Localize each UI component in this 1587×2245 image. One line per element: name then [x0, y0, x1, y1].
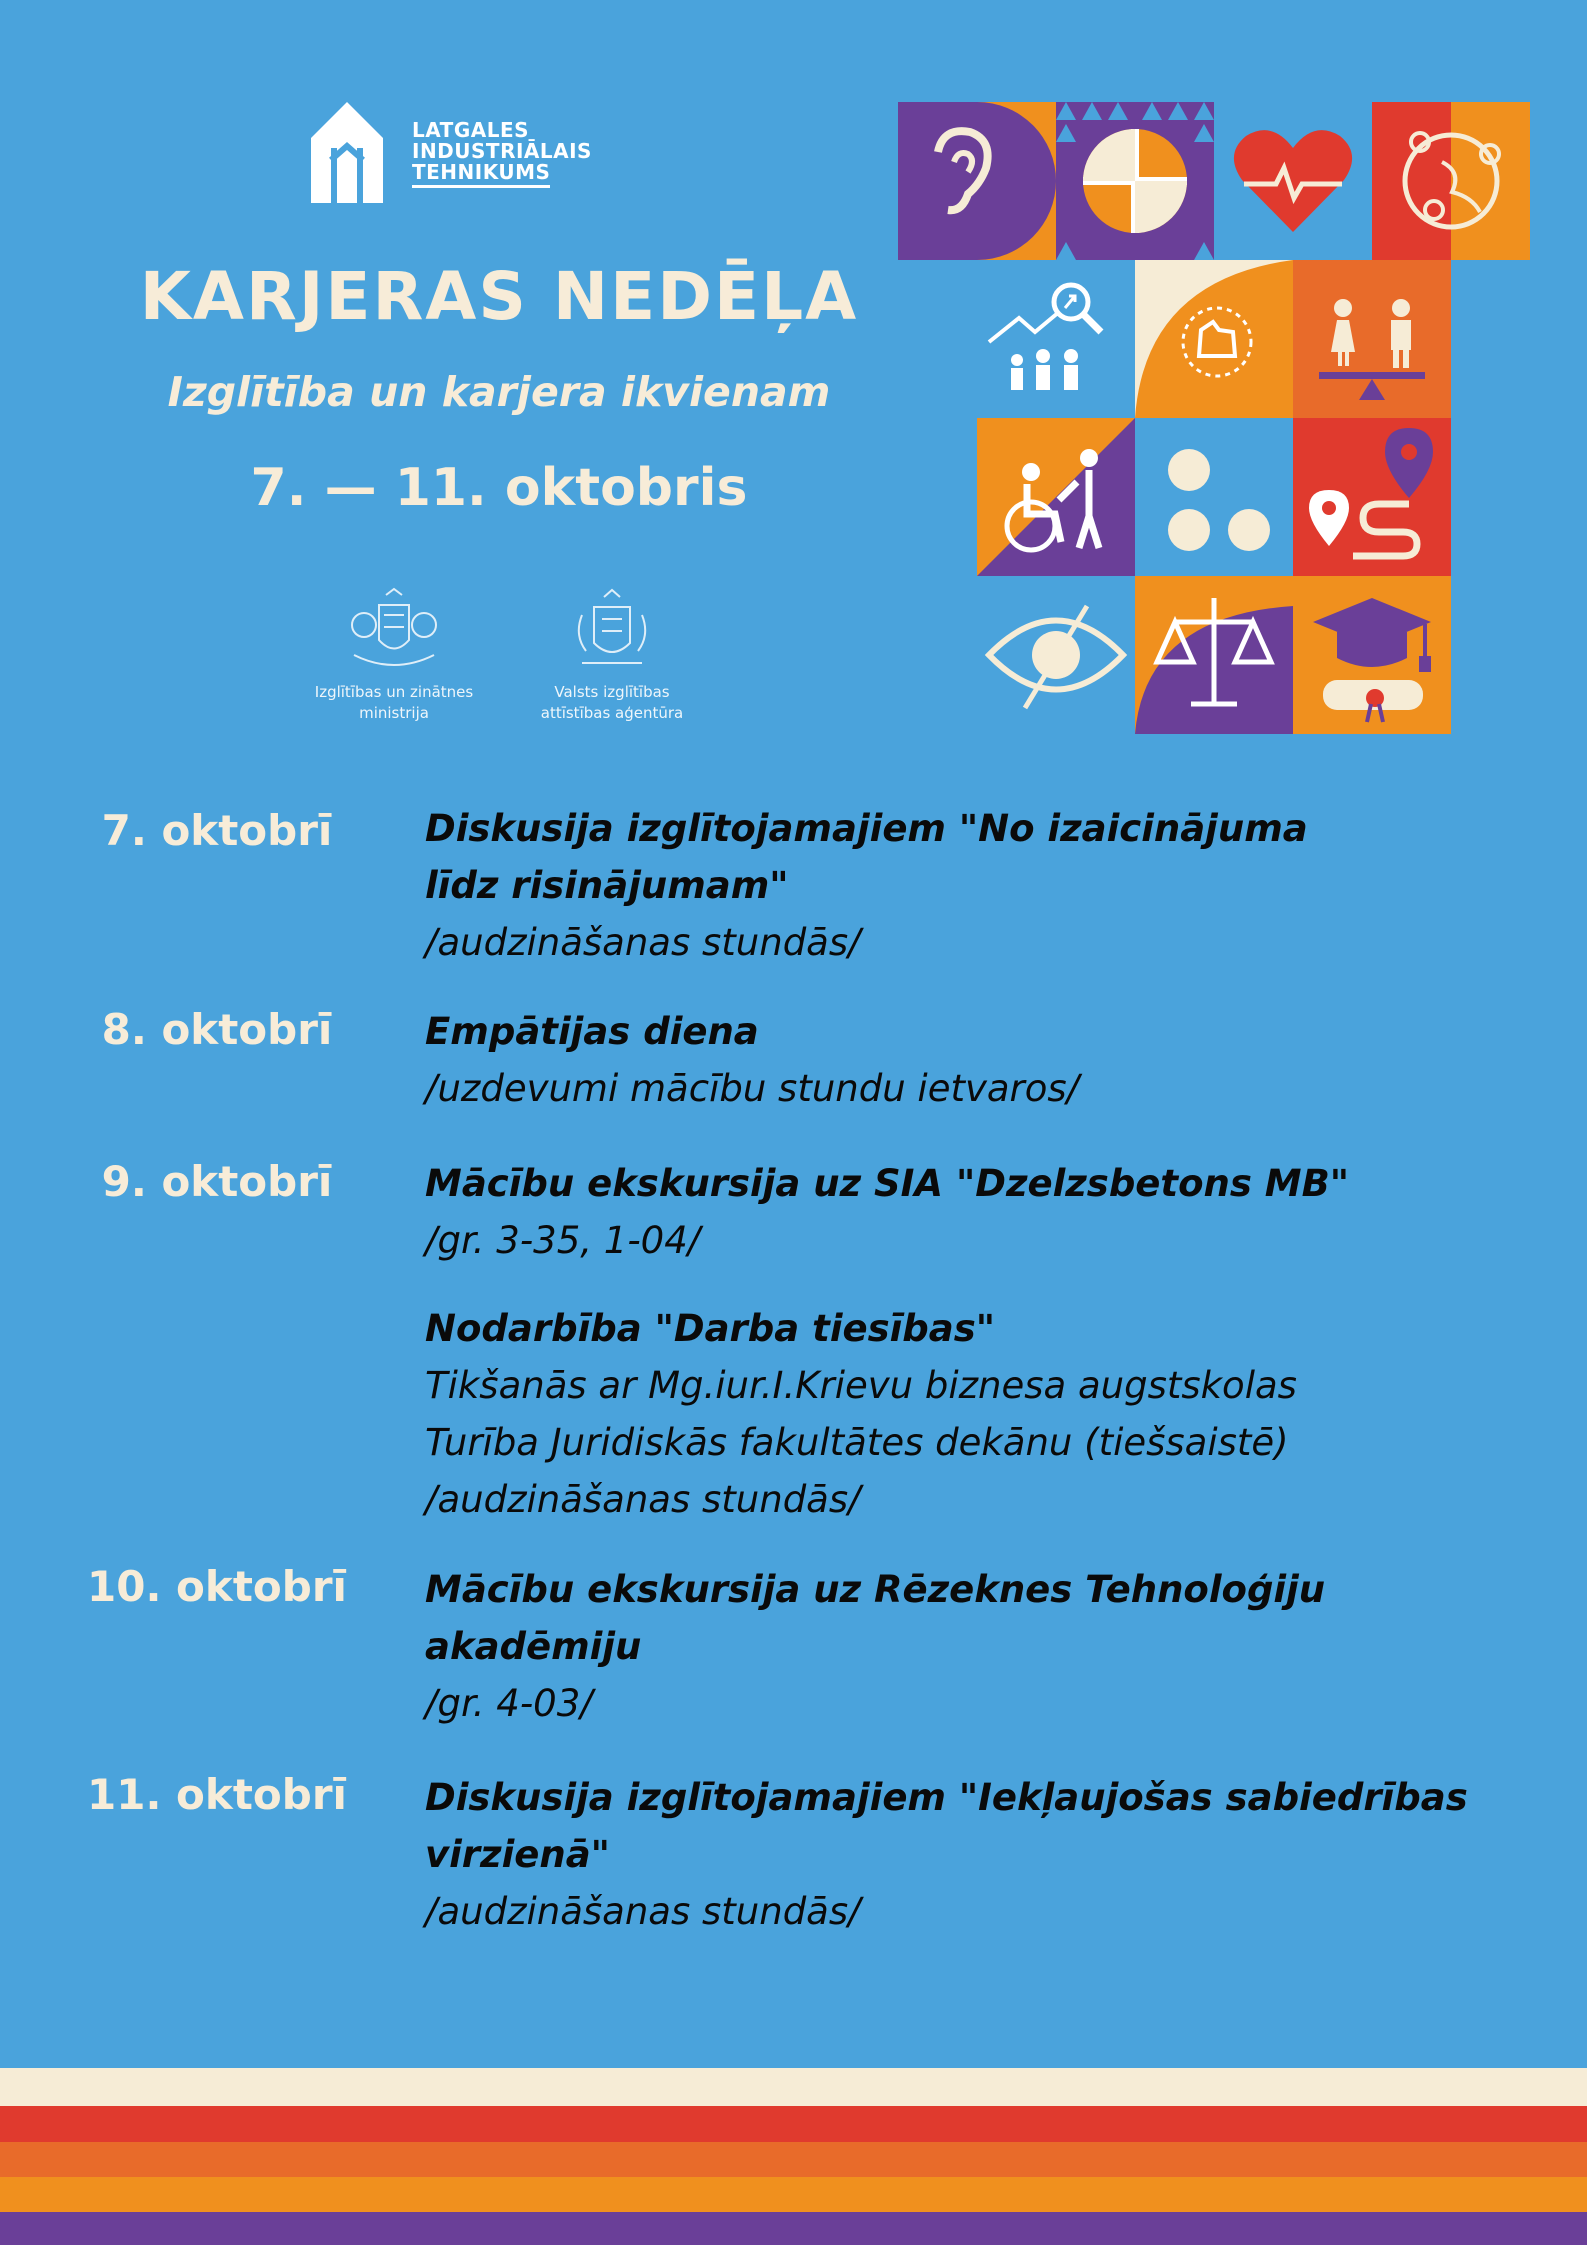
- stripe-dark-orange: [0, 2142, 1587, 2177]
- page-subtitle: Izglītība un karjera ikvienam: [167, 368, 831, 416]
- handshake-icon: [1135, 260, 1293, 418]
- schedule-date: 7. oktobrī: [101, 806, 333, 855]
- event-note: /gr. 4-03/: [425, 1682, 593, 1725]
- schedule-date: 8. oktobrī: [101, 1005, 333, 1054]
- schedule-date: 11. oktobrī: [87, 1770, 347, 1819]
- dots-icon: [1135, 418, 1293, 576]
- heart-icon: [1214, 102, 1372, 260]
- event-title: Mācību ekskursija uz Rēzeknes Tehnoloģiju: [425, 1568, 1326, 1611]
- route-pin-icon: [1293, 418, 1451, 576]
- event-title: Diskusija izglītojamajiem "No izaicinājuma: [425, 807, 1308, 850]
- event-dates: 7. — 11. oktobris: [250, 458, 748, 518]
- ear-icon: [898, 102, 1056, 260]
- eye-slash-icon: [977, 576, 1135, 734]
- ministry-caption-1: Izglītības un zinātnes: [314, 683, 474, 701]
- logo-line-1: LATGALES: [412, 118, 530, 142]
- ministry-emblem: [294, 585, 494, 722]
- page-title: KARJERAS NEDĒĻA: [139, 258, 859, 335]
- schedule-date: 9. oktobrī: [101, 1157, 333, 1206]
- event-note: /audzināšanas stundās/: [425, 921, 861, 964]
- event-note: /audzināšanas stundās/: [425, 1890, 861, 1933]
- event-title: Diskusija izglītojamajiem "Iekļaujošas sabiedrības: [425, 1776, 1468, 1819]
- logo-text: [412, 120, 592, 188]
- agency-emblem: [512, 585, 712, 722]
- event-note: /uzdevumi mācību stundu ietvaros/: [425, 1067, 1080, 1110]
- event-title: virzienā": [425, 1833, 610, 1876]
- ministry-caption-2: ministrija: [359, 704, 429, 722]
- puzzle-icon: [1056, 102, 1214, 260]
- career-icon-grid: [898, 102, 1448, 732]
- stripe-purple: [0, 2212, 1587, 2245]
- logo-line-2: INDUSTRIĀLAIS: [412, 139, 592, 163]
- growth-chart-icon: [977, 260, 1135, 418]
- agency-caption-2: attīstības aģentūra: [540, 704, 684, 722]
- schedule-event: [425, 1003, 1505, 1117]
- globe-people-icon: [1372, 102, 1530, 260]
- schedule-event: [425, 800, 1505, 971]
- event-title: Nodarbība "Darba tiesības": [425, 1307, 996, 1350]
- logo-line-3: TEHNIKUMS: [412, 162, 550, 188]
- wheelchair-icon: [977, 418, 1135, 576]
- coat-of-arms-icon: [334, 585, 454, 680]
- event-title: Mācību ekskursija uz SIA "Dzelzsbetons MB": [425, 1162, 1350, 1205]
- stripe-cream: [0, 2068, 1587, 2106]
- event-title: līdz risinājumam": [425, 864, 789, 907]
- school-logo: [305, 98, 605, 208]
- stripe-orange: [0, 2177, 1587, 2212]
- stripe-red: [0, 2106, 1587, 2142]
- house-logo-icon: [305, 98, 390, 208]
- balance-people-icon: [1293, 260, 1451, 418]
- schedule-event: [425, 1155, 1505, 1269]
- event-note: /gr. 3-35, 1-04/: [425, 1219, 701, 1262]
- event-note: Turība Juridiskās fakultātes dekānu (tiešsaistē): [425, 1421, 1289, 1464]
- event-note: /audzināšanas stundās/: [425, 1478, 861, 1521]
- event-note: Tikšanās ar Mg.iur.I.Krievu biznesa augstskolas: [425, 1364, 1297, 1407]
- schedule-event: [425, 1300, 1505, 1528]
- graduation-cap-icon: [1293, 576, 1451, 734]
- event-title: akadēmiju: [425, 1625, 642, 1668]
- schedule-event: [425, 1769, 1505, 1940]
- event-title: Empātijas diena: [425, 1010, 759, 1053]
- agency-caption-1: Valsts izglītības: [554, 683, 670, 701]
- schedule-date: 10. oktobrī: [87, 1562, 347, 1611]
- coat-of-arms-icon: [552, 585, 672, 680]
- schedule-event: [425, 1561, 1505, 1732]
- scales-icon: [1135, 576, 1293, 734]
